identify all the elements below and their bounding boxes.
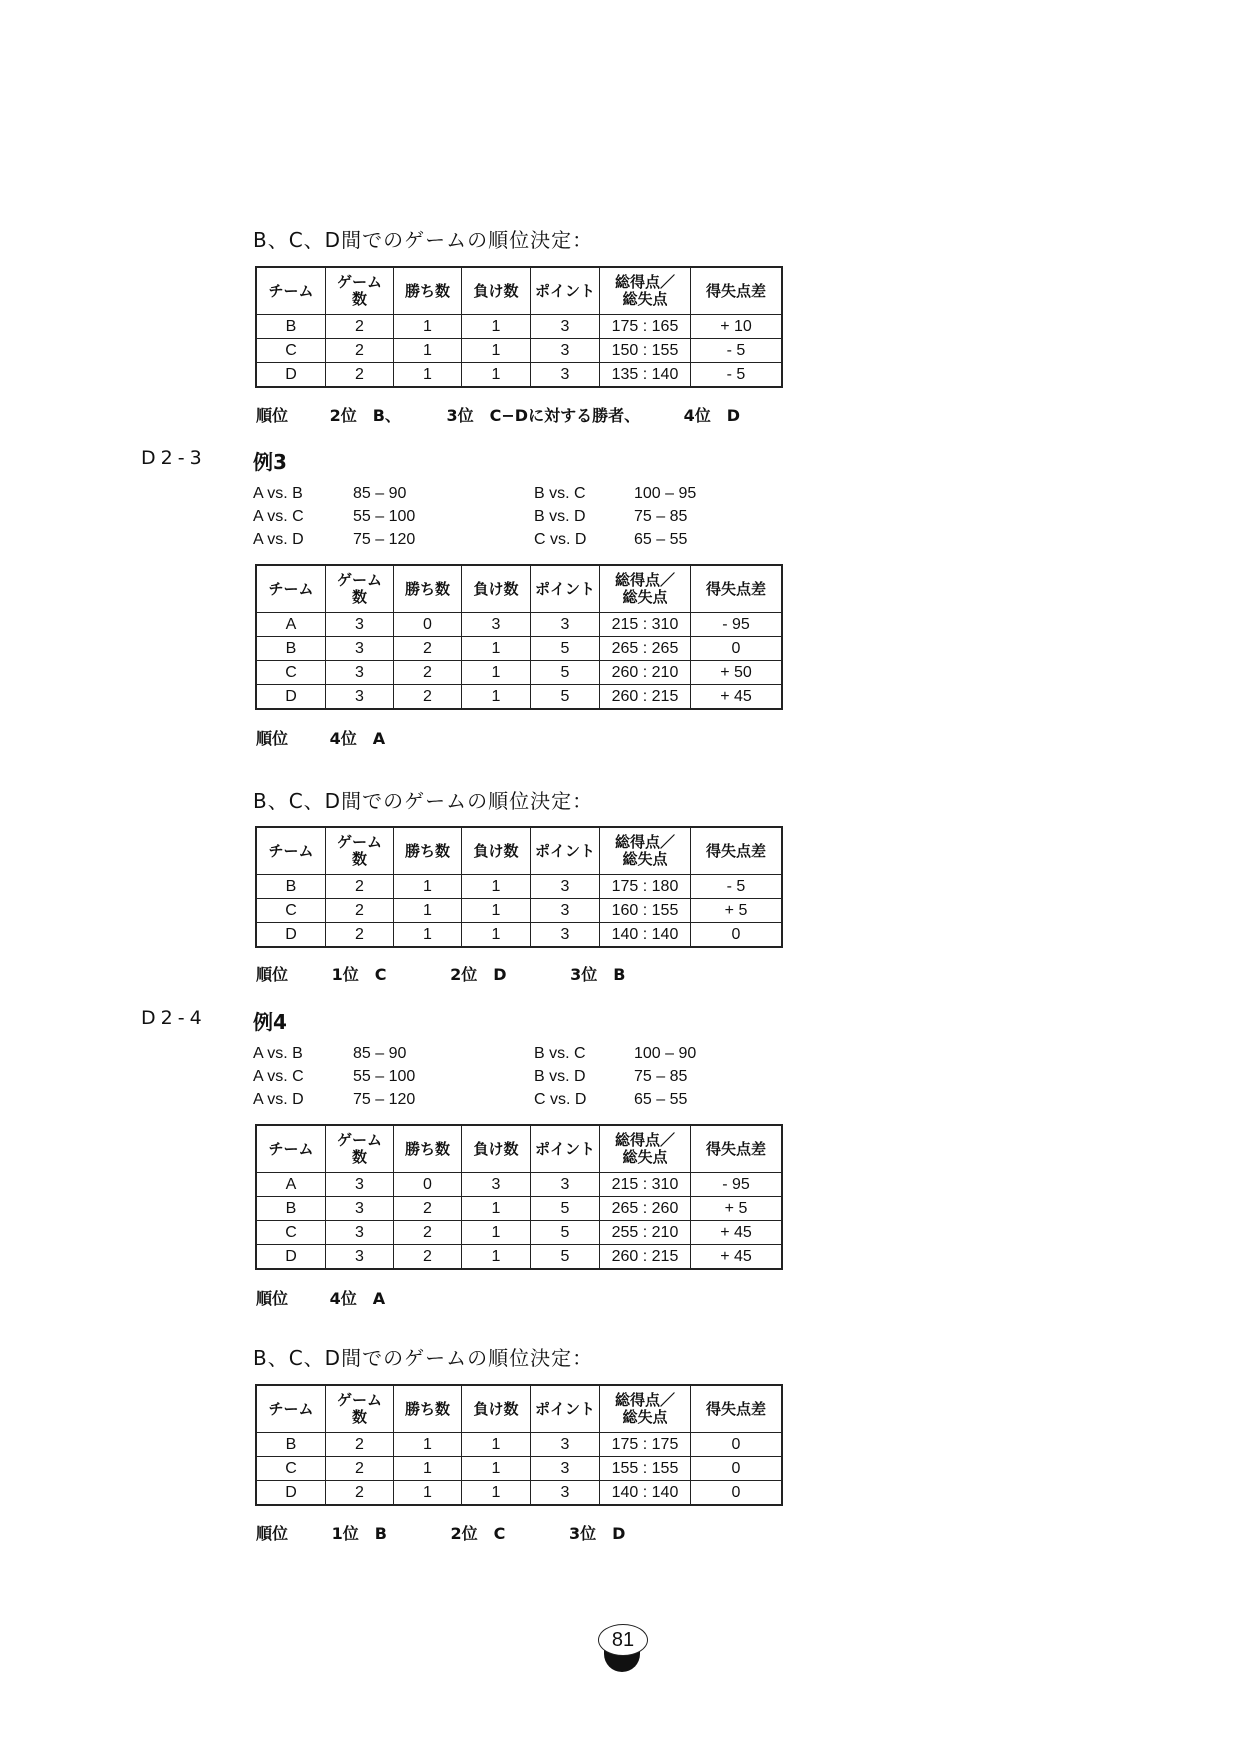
match-pair: B vs. C	[534, 1045, 586, 1062]
cell-wins: 2	[394, 1221, 462, 1245]
column-header-line: ゲーム	[336, 571, 382, 589]
column-header-team: チーム	[256, 827, 326, 875]
cell-losses: 1	[462, 685, 531, 710]
rank-item: 2位 D	[450, 965, 507, 984]
rank-label: 順位	[256, 965, 289, 984]
cell-diff: + 10	[691, 315, 783, 339]
rank-label: 順位	[256, 1289, 289, 1308]
example-title: 例4	[253, 1010, 287, 1034]
cell-wins: 2	[394, 637, 462, 661]
cell-losses: 1	[462, 339, 531, 363]
column-header-points: ポイント	[531, 1385, 600, 1433]
rank-item: 4位 A	[329, 1289, 386, 1308]
cell-total: 265 : 260	[600, 1197, 691, 1221]
column-header-line: ゲーム	[336, 273, 382, 291]
match-pair: A vs. D	[253, 1091, 304, 1108]
cell-games: 3	[326, 661, 394, 685]
cell-total: 175 : 165	[600, 315, 691, 339]
cell-team: D	[256, 363, 326, 388]
cell-team: B	[256, 1197, 326, 1221]
column-header-line: 総失点	[622, 1148, 668, 1166]
cell-losses: 1	[462, 661, 531, 685]
cell-wins: 1	[394, 1433, 462, 1457]
standings-table	[255, 1384, 783, 1506]
column-header-line: 数	[351, 588, 367, 606]
cell-losses: 3	[462, 613, 531, 637]
cell-total: 155 : 155	[600, 1457, 691, 1481]
match-score: 85 – 90	[353, 485, 407, 502]
cell-games: 3	[326, 613, 394, 637]
cell-wins: 0	[394, 1173, 462, 1197]
cell-team: C	[256, 339, 326, 363]
section-id: D2-4	[141, 1007, 207, 1029]
match-score: 75 – 85	[634, 1068, 688, 1085]
match-score: 85 – 90	[353, 1045, 407, 1062]
table-row	[256, 685, 782, 710]
column-header-diff: 得失点差	[691, 1125, 783, 1173]
cell-total: 135 : 140	[600, 363, 691, 388]
cell-games: 3	[326, 685, 394, 710]
cell-games: 2	[326, 339, 394, 363]
cell-diff: 0	[691, 1457, 783, 1481]
section-heading: B、C、D間でのゲームの順位決定：	[253, 1346, 594, 1370]
rank-item: 2位 C	[450, 1524, 506, 1543]
section-id: D2-3	[141, 447, 207, 469]
cell-team: C	[256, 1221, 326, 1245]
cell-points: 5	[531, 1245, 600, 1270]
cell-diff: 0	[691, 637, 783, 661]
column-header-games	[326, 1385, 394, 1433]
column-header-games	[326, 1125, 394, 1173]
cell-team: D	[256, 685, 326, 710]
cell-wins: 1	[394, 875, 462, 899]
cell-losses: 1	[462, 899, 531, 923]
standings-table	[255, 1124, 783, 1270]
cell-total: 140 : 140	[600, 1481, 691, 1506]
cell-points: 5	[531, 685, 600, 710]
column-header-line: 総失点	[622, 1408, 668, 1426]
column-header-line: 数	[351, 1148, 367, 1166]
section-heading: B、C、D間でのゲームの順位決定：	[253, 789, 594, 813]
table-header-row	[256, 267, 782, 315]
column-header-line: ゲーム	[336, 1131, 382, 1149]
rank-label: 順位	[256, 1524, 289, 1543]
match-pair: A vs. C	[253, 1068, 304, 1085]
table-row	[256, 1197, 782, 1221]
cell-points: 3	[531, 315, 600, 339]
cell-diff: + 45	[691, 1245, 783, 1270]
cell-team: D	[256, 1245, 326, 1270]
column-header-games	[326, 827, 394, 875]
table-row	[256, 339, 782, 363]
column-header-total	[600, 827, 691, 875]
rank-item: 4位 D	[683, 406, 741, 425]
column-header-points: ポイント	[531, 565, 600, 613]
cell-team: D	[256, 1481, 326, 1506]
column-header-diff: 得失点差	[691, 267, 783, 315]
column-header-points: ポイント	[531, 267, 600, 315]
column-header-games	[326, 565, 394, 613]
table-row	[256, 315, 782, 339]
cell-total: 175 : 180	[600, 875, 691, 899]
rank-item: 1位 B	[331, 1524, 387, 1543]
column-header-line: 数	[351, 850, 367, 868]
column-header-total	[600, 565, 691, 613]
match-score: 100 – 90	[634, 1045, 697, 1062]
cell-games: 2	[326, 875, 394, 899]
cell-total: 265 : 265	[600, 637, 691, 661]
cell-losses: 3	[462, 1173, 531, 1197]
cell-team: B	[256, 1433, 326, 1457]
standings-table	[255, 826, 783, 948]
cell-total: 260 : 215	[600, 685, 691, 710]
cell-points: 3	[531, 363, 600, 388]
cell-games: 2	[326, 363, 394, 388]
cell-games: 3	[326, 1173, 394, 1197]
cell-points: 5	[531, 1221, 600, 1245]
column-header-line: 総得点／	[614, 1131, 675, 1149]
rank-item: 3位 B	[570, 965, 626, 984]
column-header-team: チーム	[256, 1385, 326, 1433]
cell-points: 5	[531, 661, 600, 685]
example-title: 例3	[253, 450, 287, 474]
match-score: 75 – 85	[634, 508, 688, 525]
column-header-diff: 得失点差	[691, 1385, 783, 1433]
cell-losses: 1	[462, 637, 531, 661]
cell-team: D	[256, 923, 326, 948]
match-pair: A vs. C	[253, 508, 304, 525]
cell-points: 3	[531, 1433, 600, 1457]
cell-team: B	[256, 637, 326, 661]
cell-diff: 0	[691, 1481, 783, 1506]
table-header-row	[256, 565, 782, 613]
match-pair: B vs. D	[534, 1068, 586, 1085]
column-header-line: 総得点／	[614, 273, 675, 291]
column-header-line: 総失点	[622, 290, 668, 308]
cell-total: 215 : 310	[600, 1173, 691, 1197]
table-row	[256, 613, 782, 637]
column-header-line: 総得点／	[614, 1391, 675, 1409]
match-score: 65 – 55	[634, 531, 688, 548]
cell-diff: - 5	[691, 363, 783, 388]
cell-points: 3	[531, 899, 600, 923]
rank-item: 4位 A	[329, 729, 386, 748]
table-row	[256, 661, 782, 685]
match-pair: B vs. D	[534, 508, 586, 525]
cell-total: 160 : 155	[600, 899, 691, 923]
column-header-line: 総失点	[622, 850, 668, 868]
column-header-diff: 得失点差	[691, 827, 783, 875]
cell-wins: 1	[394, 363, 462, 388]
column-header-losses: 負け数	[462, 827, 531, 875]
match-score: 75 – 120	[353, 1091, 416, 1108]
cell-games: 2	[326, 1457, 394, 1481]
column-header-losses: 負け数	[462, 267, 531, 315]
cell-team: A	[256, 1173, 326, 1197]
cell-diff: + 50	[691, 661, 783, 685]
cell-wins: 2	[394, 661, 462, 685]
cell-team: C	[256, 899, 326, 923]
match-score: 65 – 55	[634, 1091, 688, 1108]
cell-total: 175 : 175	[600, 1433, 691, 1457]
cell-wins: 1	[394, 1481, 462, 1506]
column-header-total	[600, 1385, 691, 1433]
column-header-total	[600, 267, 691, 315]
cell-points: 3	[531, 613, 600, 637]
cell-losses: 1	[462, 363, 531, 388]
column-header-losses: 負け数	[462, 1385, 531, 1433]
cell-diff: + 5	[691, 1197, 783, 1221]
cell-games: 3	[326, 1245, 394, 1270]
cell-diff: + 45	[691, 1221, 783, 1245]
rank-item: 2位 B、	[329, 406, 401, 425]
ranking-line	[256, 1286, 385, 1309]
cell-wins: 1	[394, 339, 462, 363]
match-pair: C vs. D	[534, 1091, 587, 1108]
ranking-line	[256, 403, 740, 426]
column-header-line: 総失点	[622, 588, 668, 606]
table-header-row	[256, 1385, 782, 1433]
cell-total: 150 : 155	[600, 339, 691, 363]
table-row	[256, 1481, 782, 1506]
cell-losses: 1	[462, 1433, 531, 1457]
column-header-losses: 負け数	[462, 565, 531, 613]
cell-diff: - 5	[691, 875, 783, 899]
match-score: 55 – 100	[353, 1068, 416, 1085]
cell-wins: 0	[394, 613, 462, 637]
column-header-team: チーム	[256, 565, 326, 613]
cell-points: 3	[531, 1481, 600, 1506]
cell-losses: 1	[462, 1197, 531, 1221]
table-row	[256, 1433, 782, 1457]
match-pair: C vs. D	[534, 531, 587, 548]
cell-team: C	[256, 661, 326, 685]
rank-item: 1位 C	[331, 965, 387, 984]
section-heading: B、C、D間でのゲームの順位決定：	[253, 228, 594, 252]
column-header-line: 総得点／	[614, 833, 675, 851]
cell-points: 3	[531, 923, 600, 948]
cell-points: 3	[531, 875, 600, 899]
column-header-team: チーム	[256, 267, 326, 315]
table-row	[256, 1221, 782, 1245]
rank-item: 3位 D	[568, 1524, 626, 1543]
table-row	[256, 899, 782, 923]
cell-diff: + 45	[691, 685, 783, 710]
cell-losses: 1	[462, 315, 531, 339]
column-header-line: 数	[351, 1408, 367, 1426]
ranking-line	[256, 962, 625, 985]
cell-wins: 1	[394, 899, 462, 923]
cell-diff: - 95	[691, 1173, 783, 1197]
cell-diff: - 95	[691, 613, 783, 637]
column-header-points: ポイント	[531, 827, 600, 875]
cell-wins: 1	[394, 923, 462, 948]
cell-losses: 1	[462, 1481, 531, 1506]
standings-table	[255, 266, 783, 388]
column-header-wins: 勝ち数	[394, 1125, 462, 1173]
rank-label: 順位	[256, 406, 289, 425]
cell-total: 260 : 215	[600, 1245, 691, 1270]
column-header-games	[326, 267, 394, 315]
cell-games: 3	[326, 1221, 394, 1245]
column-header-points: ポイント	[531, 1125, 600, 1173]
cell-wins: 1	[394, 1457, 462, 1481]
cell-games: 2	[326, 923, 394, 948]
cell-team: C	[256, 1457, 326, 1481]
column-header-wins: 勝ち数	[394, 827, 462, 875]
column-header-line: ゲーム	[336, 1391, 382, 1409]
cell-points: 5	[531, 1197, 600, 1221]
rank-label: 順位	[256, 729, 289, 748]
cell-total: 215 : 310	[600, 613, 691, 637]
column-header-total	[600, 1125, 691, 1173]
cell-losses: 1	[462, 1221, 531, 1245]
cell-team: A	[256, 613, 326, 637]
match-pair: A vs. B	[253, 1045, 303, 1062]
cell-team: B	[256, 875, 326, 899]
cell-total: 260 : 210	[600, 661, 691, 685]
cell-wins: 2	[394, 1245, 462, 1270]
cell-games: 2	[326, 1433, 394, 1457]
cell-wins: 2	[394, 685, 462, 710]
column-header-losses: 負け数	[462, 1125, 531, 1173]
column-header-line: 総得点／	[614, 571, 675, 589]
table-header-row	[256, 827, 782, 875]
ranking-line	[256, 1521, 625, 1544]
page-number: 81	[598, 1624, 648, 1656]
ranking-line	[256, 726, 385, 749]
column-header-wins: 勝ち数	[394, 565, 462, 613]
column-header-wins: 勝ち数	[394, 1385, 462, 1433]
cell-losses: 1	[462, 1245, 531, 1270]
table-row	[256, 923, 782, 948]
table-header-row	[256, 1125, 782, 1173]
match-score: 100 – 95	[634, 485, 697, 502]
table-row	[256, 1173, 782, 1197]
cell-team: B	[256, 315, 326, 339]
cell-games: 2	[326, 899, 394, 923]
column-header-team: チーム	[256, 1125, 326, 1173]
standings-table	[255, 564, 783, 710]
cell-points: 5	[531, 637, 600, 661]
table-row	[256, 1457, 782, 1481]
column-header-wins: 勝ち数	[394, 267, 462, 315]
rank-item: 3位 C−Dに対する勝者、	[446, 406, 641, 425]
cell-total: 140 : 140	[600, 923, 691, 948]
cell-games: 2	[326, 1481, 394, 1506]
table-row	[256, 875, 782, 899]
cell-games: 3	[326, 1197, 394, 1221]
cell-losses: 1	[462, 875, 531, 899]
cell-points: 3	[531, 1173, 600, 1197]
cell-diff: 0	[691, 1433, 783, 1457]
cell-points: 3	[531, 1457, 600, 1481]
match-score: 75 – 120	[353, 531, 416, 548]
cell-diff: + 5	[691, 899, 783, 923]
column-header-line: ゲーム	[336, 833, 382, 851]
cell-losses: 1	[462, 1457, 531, 1481]
cell-diff: 0	[691, 923, 783, 948]
cell-diff: - 5	[691, 339, 783, 363]
cell-games: 2	[326, 315, 394, 339]
cell-wins: 2	[394, 1197, 462, 1221]
column-header-diff: 得失点差	[691, 565, 783, 613]
match-pair: A vs. B	[253, 485, 303, 502]
column-header-line: 数	[351, 290, 367, 308]
cell-wins: 1	[394, 315, 462, 339]
table-row	[256, 637, 782, 661]
match-score: 55 – 100	[353, 508, 416, 525]
cell-games: 3	[326, 637, 394, 661]
cell-total: 255 : 210	[600, 1221, 691, 1245]
table-row	[256, 1245, 782, 1270]
table-row	[256, 363, 782, 388]
cell-points: 3	[531, 339, 600, 363]
match-pair: B vs. C	[534, 485, 586, 502]
match-pair: A vs. D	[253, 531, 304, 548]
cell-losses: 1	[462, 923, 531, 948]
